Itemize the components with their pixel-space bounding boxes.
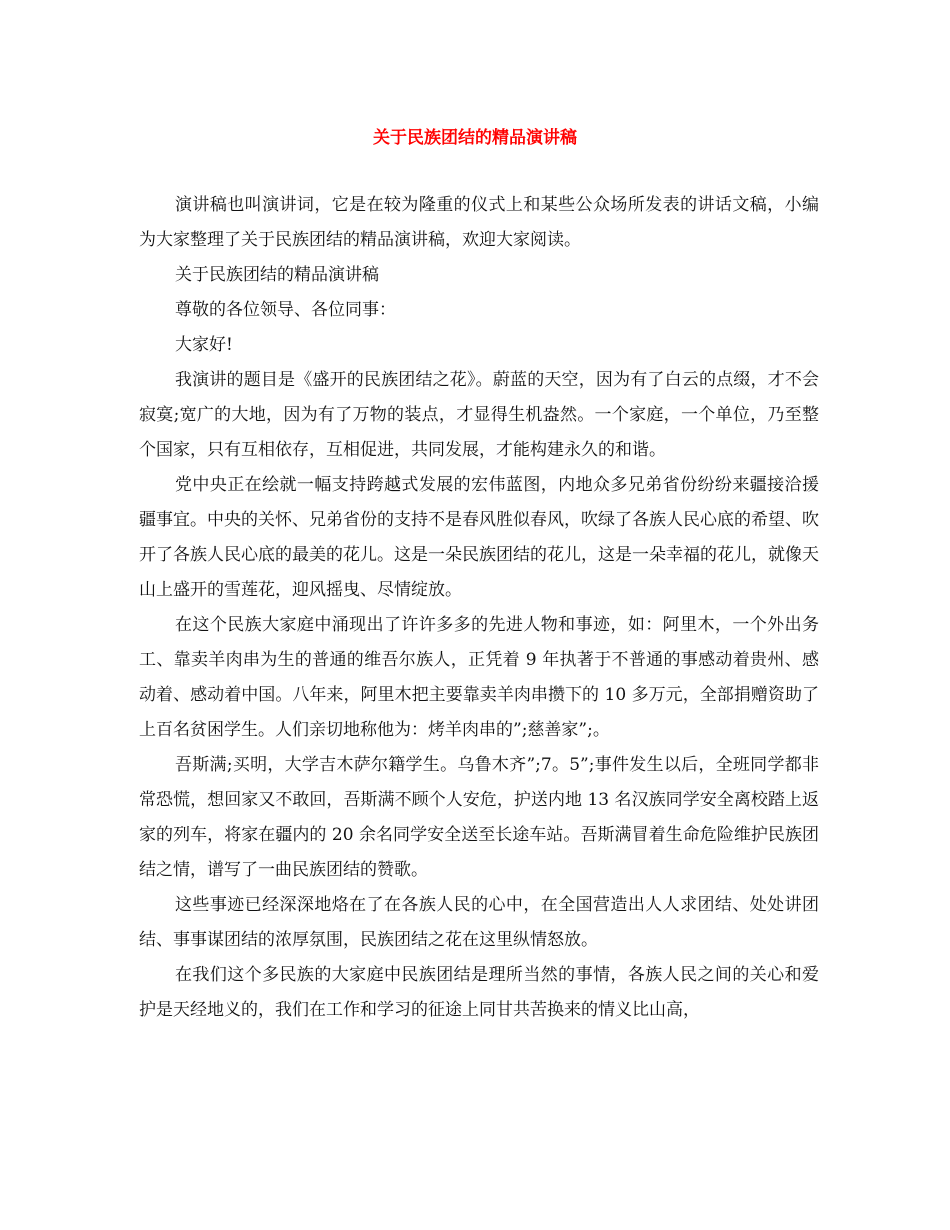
- paragraph-central-support: 党中央正在绘就一幅支持跨越式发展的宏伟蓝图，内地众多兄弟省份纷纷来疆接洽援疆事宜。中央的关怀、兄弟省份的支持不是春风胜似春风，吹绿了各族人民心底的希望、吹开了各族人民心底的最美的花儿。这是一朵民族团结的花儿，这是一朵幸福的花儿，就像天山上盛开的雪莲花，迎风摇曳、尽情绽放。: [139, 475, 819, 600]
- document-body: [139, 188, 819, 1028]
- paragraph-topic: 我演讲的题目是《盛开的民族团结之花》。蔚蓝的天空，因为有了白云的点缀，才不会寂寞;宽广的大地，因为有了万物的装点，才显得生机盎然。一个家庭，一个单位，乃至整个国家，只有互相依存，互相促进，共同发展，才能构建永久的和谐。: [139, 370, 819, 460]
- paragraph-greeting: 大家好!: [175, 335, 233, 355]
- document-title: 关于民族团结的精品演讲稿: [373, 128, 577, 148]
- paragraph-wusiman: 吾斯满;买明，大学吉木萨尔籍学生。乌鲁木齐”;7。5”;事件发生以后，全班同学都非常恐慌，想回家又不敢回，吾斯满不顾个人安危，护送内地 13 名汉族同学安全离校踏上返家的列车，将家在疆内的 20 余名同学安全送至长途车站。吾斯满冒着生命危险维护民族团结之情，谱写了一曲民族团结的赞歌。: [139, 755, 819, 880]
- paragraph-deeds: 这些事迹已经深深地烙在了在各族人民的心中，在全国营造出人人求团结、处处讲团结、事事谋团结的浓厚氛围，民族团结之花在这里纵情怒放。: [139, 895, 819, 950]
- paragraph-alimu: 在这个民族大家庭中涌现出了许许多多的先进人物和事迹，如：阿里木，一个外出务工、靠卖羊肉串为生的普通的维吾尔族人，正凭着 9 年执著于不普通的事感动着贵州、感动着、感动着中国。八年来，阿里木把主要靠卖羊肉串攒下的 10 多万元，全部捐赠资助了上百名贫困学生。人们亲切地称他为：烤羊肉串的”;慈善家”;。: [139, 615, 819, 740]
- paragraph-family: 在我们这个多民族的大家庭中民族团结是理所当然的事情，各族人民之间的关心和爱护是天经地义的，我们在工作和学习的征途上同甘共苦换来的情义比山高，: [139, 965, 819, 1020]
- paragraph-salutation: 尊敬的各位领导、各位同事：: [175, 300, 396, 320]
- paragraph-subtitle: 关于民族团结的精品演讲稿: [175, 265, 379, 285]
- paragraph-intro: 演讲稿也叫演讲词，它是在较为隆重的仪式上和某些公众场所发表的讲话文稿，小编为大家整理了关于民族团结的精品演讲稿，欢迎大家阅读。: [139, 195, 819, 250]
